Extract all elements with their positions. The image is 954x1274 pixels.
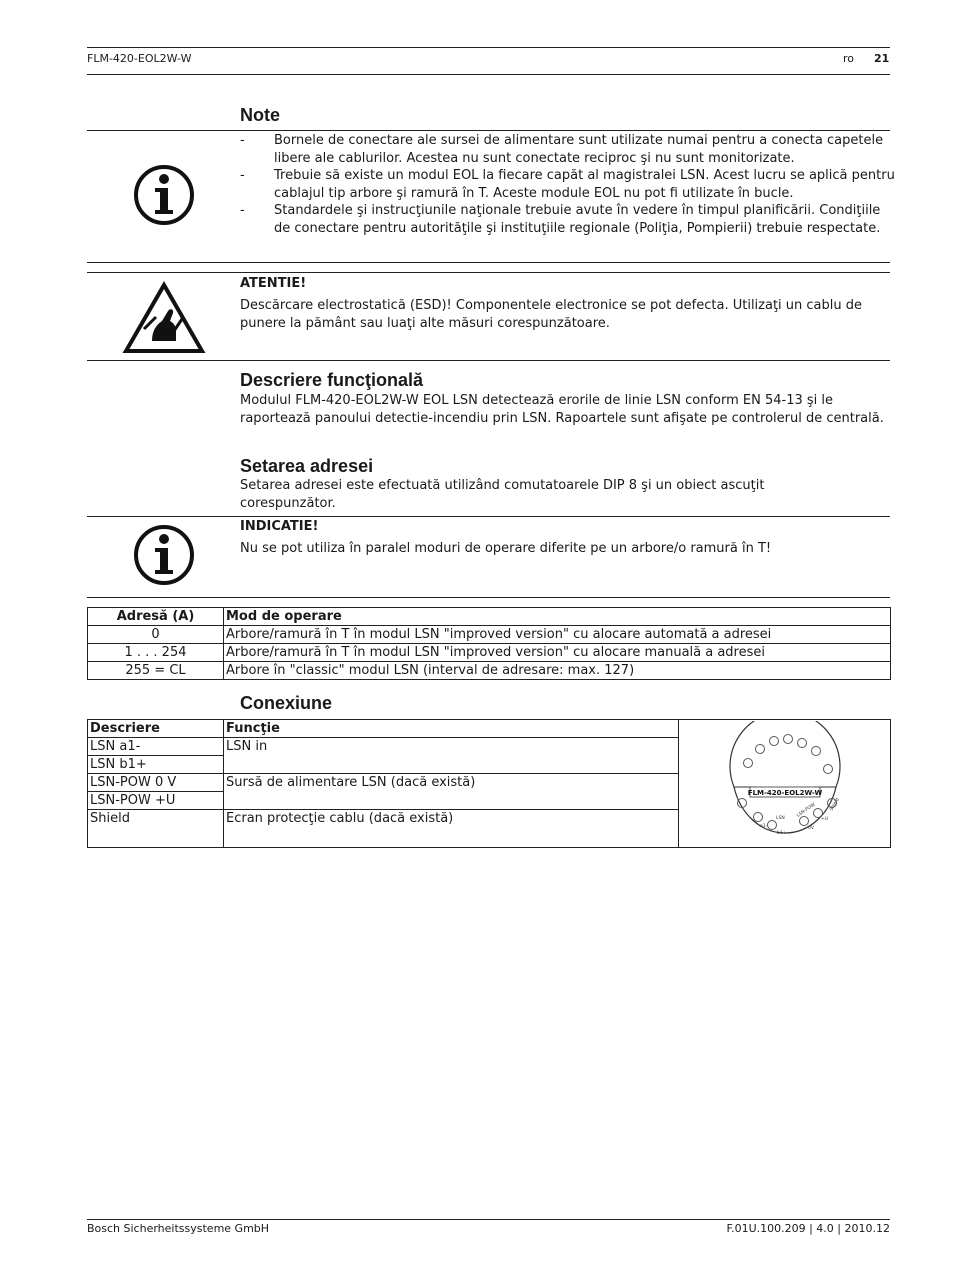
module-diagram-cell bbox=[679, 720, 891, 848]
header-bottom-rule bbox=[87, 74, 890, 75]
table-header-cell: Adresă (A) bbox=[88, 608, 224, 626]
address-title: Setarea adresei bbox=[240, 456, 374, 476]
footer-doc-ref: F.01U.100.209 | 4.0 | 2010.12 bbox=[726, 1222, 890, 1235]
diagram-label: LSN bbox=[775, 816, 785, 821]
diagram-label: +U bbox=[820, 817, 828, 822]
table-cell: Arbore în "classic" modul LSN (interval de adresare: max. 127) bbox=[224, 662, 891, 680]
table-cell: LSN a1- bbox=[88, 738, 224, 756]
table-header-cell: Funcţie bbox=[224, 720, 679, 738]
info-icon bbox=[133, 164, 195, 230]
note-title: Note bbox=[240, 105, 280, 125]
note-list bbox=[240, 132, 895, 238]
diagram-model-label: FLM-420-EOL2W-W bbox=[747, 789, 822, 797]
note-item: - Standardele şi instrucţiunile naţionale trebuie avute în vedere în timpul planificării. Condiţiile de conectare pentru autorităţile şi instituţiile regionale (Poliţia, Pompierii) trebuie respectate. bbox=[240, 203, 881, 236]
diagram-label: a1- bbox=[759, 824, 767, 829]
connection-table bbox=[87, 719, 891, 848]
note-item: - Bornele de conectare ale sursei de alimentare sunt utilizate numai pentru a conecta capetele libere ale cablurilor. Acestea nu sunt conectate reciproc şi nu sunt monitorizate. bbox=[240, 133, 884, 166]
table-cell: LSN-POW +U bbox=[88, 792, 224, 810]
esd-warning-icon bbox=[122, 281, 206, 359]
module-diagram bbox=[720, 721, 850, 841]
functional-text: Modulul FLM-420-EOL2W-W EOL LSN detectează erorile de linie LSN conform EN 54-13 şi le raportează panoului detectie-incendiu prin LSN. Rapoartele sunt afişate pe controlerul de centrală. bbox=[240, 393, 884, 426]
functional-title: Descriere funcţională bbox=[240, 370, 424, 390]
table-row bbox=[88, 626, 891, 644]
attention-label: ATENTIE! bbox=[240, 276, 307, 291]
address-table bbox=[87, 607, 891, 680]
table-cell: 255 = CL bbox=[88, 662, 224, 680]
table-cell: LSN in bbox=[224, 738, 679, 774]
note-item: - Trebuie să existe un modul EOL la fiecare capăt al magistralei LSN. Acest lucru se aplică pentru cablajul tip arbore şi ramură în T. Aceste module EOL nu pot fi utilizate în bucle. bbox=[240, 168, 895, 201]
table-row bbox=[88, 662, 891, 680]
indication-text: Nu se pot utiliza în paralel moduri de operare diferite pe un arbore/o ramură în T! bbox=[240, 541, 772, 556]
table-header-cell: Descriere bbox=[88, 720, 224, 738]
info-icon bbox=[133, 524, 195, 590]
diagram-label: LSN-POW bbox=[795, 802, 816, 819]
diagram-label: 0V bbox=[807, 826, 814, 831]
table-header-row bbox=[88, 608, 891, 626]
indication-top-rule bbox=[87, 516, 890, 517]
table-cell: 1 . . . 254 bbox=[88, 644, 224, 662]
header-doc-id: FLM-420-EOL2W-W bbox=[87, 52, 192, 65]
address-text: Setarea adresei este efectuată utilizând comutatoarele DIP 8 şi un obiect ascuţit corespunzător. bbox=[240, 478, 765, 511]
attention-top-rule bbox=[87, 272, 890, 273]
diagram-label: Shield bbox=[828, 797, 841, 812]
table-header-row bbox=[88, 720, 891, 738]
table-header-cell: Mod de operare bbox=[224, 608, 891, 626]
footer-rule bbox=[87, 1219, 890, 1220]
indication-bottom-rule bbox=[87, 597, 890, 598]
indication-label: INDICATIE! bbox=[240, 519, 319, 534]
table-cell: Arbore/ramură în T în modul LSN "improved version" cu alocare manuală a adresei bbox=[224, 644, 891, 662]
header-page-number: 21 bbox=[874, 52, 890, 65]
table-cell: 0 bbox=[88, 626, 224, 644]
table-cell: Ecran protecţie cablu (dacă există) bbox=[224, 810, 679, 848]
header-lang: ro bbox=[843, 52, 855, 65]
note-bottom-rule bbox=[87, 262, 890, 263]
note-top-rule bbox=[87, 130, 890, 131]
table-row bbox=[88, 644, 891, 662]
attention-text: Descărcare electrostatică (ESD)! Componentele electronice se pot defecta. Utilizaţi un cablu de punere la pământ sau luaţi alte măsuri corespunzătoare. bbox=[240, 298, 863, 331]
table-cell: Arbore/ramură în T în modul LSN "improved version" cu alocare automată a adresei bbox=[224, 626, 891, 644]
diagram-label: b1+ bbox=[776, 831, 786, 836]
footer-company: Bosch Sicherheitssysteme GmbH bbox=[87, 1222, 270, 1235]
connection-title: Conexiune bbox=[240, 693, 333, 713]
table-cell: LSN b1+ bbox=[88, 756, 224, 774]
attention-bottom-rule bbox=[87, 360, 890, 361]
table-cell: Shield bbox=[88, 810, 224, 848]
table-cell: LSN-POW 0 V bbox=[88, 774, 224, 792]
table-cell: Sursă de alimentare LSN (dacă există) bbox=[224, 774, 679, 810]
header-top-rule bbox=[87, 47, 890, 48]
